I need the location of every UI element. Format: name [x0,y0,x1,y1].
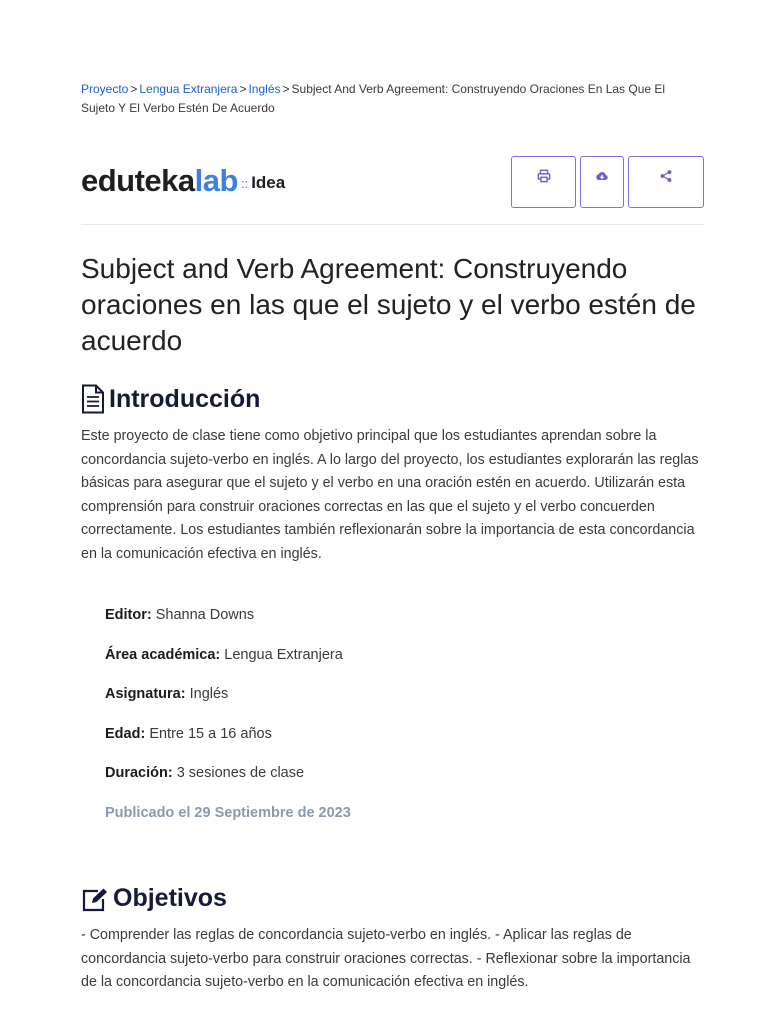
meta-label: Duración: [105,765,173,781]
action-buttons [511,156,708,208]
meta-duration [105,765,304,781]
breadcrumb-current: Subject And Verb Agreement: Construyendo Oraciones En Las Que El Sujeto Y El Verbo Estén De Acuerdo [81,82,666,115]
breadcrumb-link-ingles[interactable]: Inglés [248,82,281,96]
meta-editor [105,607,254,623]
header-divider [81,224,704,225]
meta-subject [105,686,228,702]
intro-text: Este proyecto de clase tiene como objetivo principal que los estudiantes aprendan sobre la concordancia sujeto-verbo en inglés. A lo largo del proyecto, los estudiantes explorarán las reglas básicas para asegurar que el sujeto y el verbo en una oración estén en acuerdo. Utilizarán esta comprensión para construir oraciones correctas en las que el sujeto y el verbo concuerden correctamente. Los estudiantes también reflexionarán sobre la importancia de esta concordancia en la comunicación efectiva en inglés. [81,428,699,562]
meta-age [105,726,272,742]
breadcrumb-separator: > [239,82,247,96]
breadcrumb-separator: > [130,82,138,96]
print-icon [537,169,551,183]
meta-label: Asignatura: [105,686,186,702]
meta-area [105,647,343,663]
document-icon [81,384,105,414]
share-icon [659,169,673,183]
objectives-title: Objetivos [113,884,227,912]
meta-value: Lengua Extranjera [224,647,343,663]
meta-value: 3 sesiones de clase [176,765,305,781]
breadcrumb-link-proyecto[interactable]: Proyecto [81,82,129,96]
intro-title: Introducción [109,385,261,413]
logo-dots: :: [240,175,249,191]
objectives-heading [81,884,227,913]
logo-idea: Idea [251,173,286,192]
breadcrumb-separator: > [282,82,290,96]
print-button[interactable] [511,156,576,208]
share-button[interactable] [628,156,704,208]
meta-label: Edad: [105,726,146,742]
meta-value: Entre 15 a 16 años [149,726,272,742]
breadcrumb [81,80,701,118]
meta-value: Shanna Downs [155,607,255,623]
breadcrumb-link-lengua-extranjera[interactable]: Lengua Extranjera [139,82,238,96]
logo-eduteka: eduteka [81,163,195,198]
logo-lab: lab [194,163,238,198]
page-title: Subject and Verb Agreement: Construyendo oraciones en las que el sujeto y el verbo estén de acuerdo [81,253,696,356]
objectives-text: - Comprender las reglas de concordancia sujeto-verbo en inglés. - Aplicar las reglas de concordancia sujeto-verbo para construir oraciones correctas. - Reflexionar sobre la importancia de la concordancia sujeto-verbo en la comunicación efectiva en inglés. [81,927,691,990]
published-date: Publicado el 29 Septiembre de 2023 [105,805,351,821]
cloud-download-icon [595,169,609,183]
meta-label: Editor: [105,607,152,623]
edutekalab-logo[interactable] [81,161,285,201]
meta-value: Inglés [189,686,229,702]
intro-heading [81,384,260,414]
download-button[interactable] [580,156,624,208]
meta-label: Área académica: [105,647,221,663]
edit-icon [81,887,109,913]
